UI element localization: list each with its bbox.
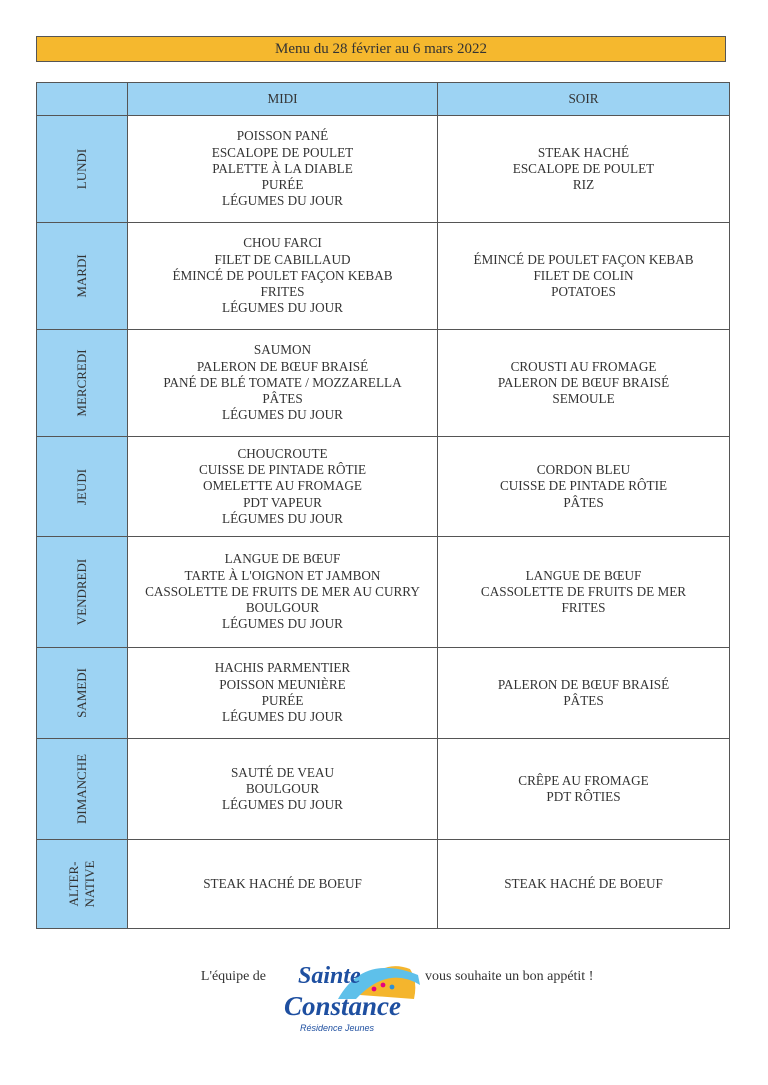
dish-item: STEAK HACHÉ DE BOEUF	[504, 875, 663, 891]
dish-item: PDT RÔTIES	[546, 789, 621, 804]
dish-item: POTATOES	[551, 284, 616, 300]
day-cell	[37, 840, 128, 929]
dish-item: LANGUE DE BŒUF	[224, 551, 341, 567]
dish-item: LANGUE DE BŒUF	[525, 567, 642, 583]
day-label: LUNDI	[74, 148, 89, 190]
meal-cell-soir	[438, 648, 730, 739]
meal-cell-soir	[438, 437, 730, 537]
footer-left-text: L'équipe de	[200, 969, 266, 984]
day-cell	[37, 330, 128, 437]
dish-item: LÉGUMES DU JOUR	[222, 407, 343, 423]
dish-item: LÉGUMES DU JOUR	[222, 510, 343, 526]
menu-table	[36, 82, 730, 929]
dish-item: CUISSE DE PINTADE RÔTIE	[198, 462, 367, 478]
meal-cell-soir	[438, 116, 730, 223]
dish-item: FILET DE COLIN	[533, 267, 634, 283]
day-row	[37, 648, 730, 739]
dish-item: ESCALOPE DE POULET	[211, 144, 354, 160]
header-row	[37, 83, 730, 116]
day-row	[37, 330, 730, 437]
logo-line1: Sainte	[298, 963, 361, 989]
header-soir: SOIR	[438, 83, 730, 116]
dish-item: CASSOLETTE DE FRUITS DE MER AU CURRY	[145, 583, 420, 599]
meal-cell-soir	[438, 537, 730, 648]
dish-item: LÉGUMES DU JOUR	[222, 300, 343, 316]
day-cell	[37, 739, 128, 840]
day-label: VENDREDI	[74, 558, 89, 626]
dish-item: OMELETTE AU FROMAGE	[203, 478, 362, 494]
dish-item: TARTE À L'OIGNON ET JAMBON	[184, 567, 381, 583]
dish-item: CRÊPE AU FROMAGE	[518, 772, 649, 788]
dish-item: CASSOLETTE DE FRUITS DE MER	[480, 583, 687, 599]
dish-item: SEMOULE	[552, 391, 615, 407]
day-cell	[37, 437, 128, 537]
dish-item: CUISSE DE PINTADE RÔTIE	[499, 478, 668, 494]
dish-item: ÉMINCÉ DE POULET FAÇON KEBAB	[473, 251, 694, 267]
corner-cell	[37, 83, 128, 116]
day-cell	[37, 648, 128, 739]
sainte-constance-logo	[268, 955, 420, 1037]
dish-item: PALERON DE BŒUF BRAISÉ	[497, 374, 670, 390]
day-label-line: ALTER-	[66, 861, 81, 907]
day-row	[37, 116, 730, 223]
dish-item: STEAK HACHÉ DE BOEUF	[203, 875, 362, 891]
day-row	[37, 537, 730, 648]
meal-cell-midi	[128, 648, 438, 739]
dish-item: STEAK HACHÉ	[537, 144, 630, 160]
dish-item: CROUSTI AU FROMAGE	[510, 358, 657, 374]
dish-item: PALERON DE BŒUF BRAISÉ	[196, 358, 369, 374]
dish-item: LÉGUMES DU JOUR	[222, 616, 343, 632]
dish-item: FRITES	[260, 284, 305, 300]
meal-cell-soir	[438, 840, 730, 929]
dish-item: POISSON MEUNIÈRE	[219, 676, 346, 692]
menu-title: Menu du 28 février au 6 mars 2022	[36, 36, 726, 62]
dish-item: POISSON PANÉ	[236, 128, 329, 144]
dish-item: PÂTES	[563, 693, 604, 708]
header-midi: MIDI	[128, 83, 438, 116]
dish-item: FRITES	[561, 600, 606, 616]
meal-cell-soir	[438, 223, 730, 330]
day-cell	[37, 223, 128, 330]
dish-item: PDT VAPEUR	[243, 494, 322, 510]
dish-item: ÉMINCÉ DE POULET FAÇON KEBAB	[172, 267, 393, 283]
dish-item: CHOU FARCI	[243, 235, 322, 251]
day-row	[37, 437, 730, 537]
meal-cell-soir	[438, 330, 730, 437]
dish-item: PURÉE	[261, 693, 304, 708]
dish-item: RIZ	[572, 177, 595, 193]
day-label: DIMANCHE	[74, 753, 89, 825]
meal-cell-midi	[128, 116, 438, 223]
dish-item: PÂTES	[563, 494, 604, 510]
day-row	[37, 223, 730, 330]
dish-item: LÉGUMES DU JOUR	[222, 797, 343, 813]
meal-cell-midi	[128, 537, 438, 648]
day-label	[66, 861, 98, 908]
day-label: MERCREDI	[74, 349, 89, 417]
day-label-line: NATIVE	[82, 860, 97, 908]
meal-cell-midi	[128, 437, 438, 537]
logo-tagline: Résidence Jeunes	[300, 1023, 375, 1033]
dish-item: HACHIS PARMENTIER	[214, 660, 351, 676]
dish-item: LÉGUMES DU JOUR	[222, 193, 343, 209]
dish-item: SAUTÉ DE VEAU	[230, 764, 335, 780]
dish-item: PANÉ DE BLÉ TOMATE / MOZZARELLA	[163, 374, 402, 390]
dish-item: FILET DE CABILLAUD	[214, 251, 351, 267]
day-label: MARDI	[74, 254, 89, 298]
meal-cell-midi	[128, 840, 438, 929]
meal-cell-soir	[438, 739, 730, 840]
day-cell	[37, 537, 128, 648]
meal-cell-midi	[128, 330, 438, 437]
day-cell	[37, 116, 128, 223]
footer-right-text: vous souhaite un bon appétit !	[425, 969, 594, 984]
dish-item: PURÉE	[261, 177, 304, 193]
dish-item: CORDON BLEU	[536, 462, 631, 478]
meal-cell-midi	[128, 223, 438, 330]
dish-item: LÉGUMES DU JOUR	[222, 709, 343, 725]
dish-item: PALERON DE BŒUF BRAISÉ	[497, 676, 670, 692]
footer	[0, 955, 768, 1045]
dish-item: SAUMON	[253, 342, 312, 358]
day-row	[37, 840, 730, 929]
day-label: JEUDI	[74, 468, 89, 505]
dish-item: PALETTE À LA DIABLE	[212, 160, 353, 176]
meal-cell-midi	[128, 739, 438, 840]
logo-line2: Constance	[284, 991, 402, 1021]
dish-item: PÂTES	[262, 391, 303, 407]
day-label: SAMEDI	[74, 668, 89, 718]
dish-item: CHOUCROUTE	[237, 445, 328, 461]
dish-item: BOULGOUR	[245, 600, 320, 616]
day-row	[37, 739, 730, 840]
dish-item: ESCALOPE DE POULET	[512, 160, 655, 176]
dish-item: BOULGOUR	[245, 780, 320, 796]
